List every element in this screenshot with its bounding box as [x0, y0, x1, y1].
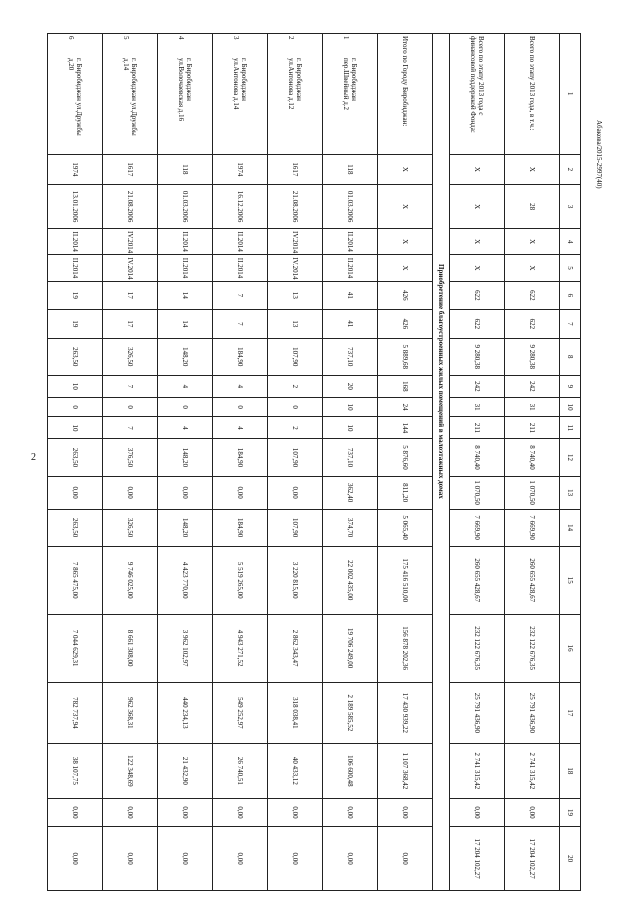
cell-col-16: 2 862 343,47	[268, 614, 323, 682]
cell-col-5: II.2014	[323, 255, 378, 281]
column-number: 9	[560, 375, 581, 397]
cell-col-17: 25 791 436,90	[505, 682, 560, 743]
cell-col-14: 184,90	[213, 509, 268, 546]
cell-col-10: 0	[48, 397, 103, 417]
cell-col-17: 549 252,97	[213, 682, 268, 743]
cell-col-8: 148,20	[158, 338, 213, 375]
cell-col-8: 5 889,68	[378, 338, 433, 375]
table-row	[158, 34, 213, 891]
cell-col-16: 3 962 102,97	[158, 614, 213, 682]
column-number: 12	[560, 439, 581, 476]
cell-col-13: 0,00	[213, 476, 268, 509]
cell-col-12: 5 876,60	[378, 439, 433, 476]
cell-col-4: X	[505, 229, 560, 255]
cell-col-19: 0,00	[323, 798, 378, 826]
cell-col-13: 811,20	[378, 476, 433, 509]
cell-col-11: 211	[450, 417, 505, 439]
page-number: 2	[31, 452, 36, 463]
cell-col-18: 21 432,90	[158, 744, 213, 799]
address: г. Биробиджан пер.Швейный д.2	[342, 58, 358, 111]
cell-col-7: 41	[323, 310, 378, 338]
cell-col-9: 242	[450, 375, 505, 397]
cell-col-19: 0,00	[158, 798, 213, 826]
cell-col-13: 0,00	[268, 476, 323, 509]
cell-col-15: 175 416 510,00	[378, 546, 433, 614]
column-number: 10	[560, 397, 581, 417]
cell-col-7: 426	[378, 310, 433, 338]
cell-col-5: II.2014	[213, 255, 268, 281]
cell-col-4: X	[378, 229, 433, 255]
column-number: 17	[560, 682, 581, 743]
cell-col-5: II.2014	[48, 255, 103, 281]
cell-col-18: 2 741 315,42	[505, 744, 560, 799]
cell-col-14: 326,50	[103, 509, 158, 546]
cell-col-15: 22 002 435,00	[323, 546, 378, 614]
cell-col-2: 1617	[268, 154, 323, 185]
cell-col-20: 17 204 102,27	[450, 827, 505, 891]
cell-col-13: 0,00	[158, 476, 213, 509]
cell-col-8: 9 280,38	[450, 338, 505, 375]
cell-col-12: 107,90	[268, 439, 323, 476]
cell-col-2: X	[505, 154, 560, 185]
cell-col-20: 0,00	[158, 827, 213, 891]
cell-col-19: 0,00	[103, 798, 158, 826]
total-row-label: Всего по этапу 2013 года с финансовой поддержкой Фонда:	[450, 34, 505, 155]
cell-col-5: IV.2014	[268, 255, 323, 281]
cell-col-15: 5 519 265,00	[213, 546, 268, 614]
cell-col-14: 107,90	[268, 509, 323, 546]
cell-col-14: 7 669,90	[505, 509, 560, 546]
cell-col-18: 1 107 368,42	[378, 744, 433, 799]
cell-col-3: 13.01.2006	[48, 185, 103, 229]
cell-col-5: X	[505, 255, 560, 281]
table-row	[505, 34, 560, 891]
total-row-label: Всего по этапу 2013 года, в т.ч.:	[505, 34, 560, 155]
table-row	[450, 34, 505, 891]
cell-col-19: 0,00	[268, 798, 323, 826]
cell-col-3: 01.03.2006	[158, 185, 213, 229]
cell-col-10: 10	[323, 397, 378, 417]
cell-col-7: 7	[213, 310, 268, 338]
cell-col-5: X	[378, 255, 433, 281]
cell-col-10: 0	[103, 397, 158, 417]
cell-col-11: 7	[103, 417, 158, 439]
address: г. Биробиджан ул.Антонова д.14	[232, 58, 248, 110]
cell-col-20: 0,00	[48, 827, 103, 891]
column-number: 7	[560, 310, 581, 338]
cell-col-5: X	[450, 255, 505, 281]
cell-col-8: 737,10	[323, 338, 378, 375]
cell-col-19: 0,00	[450, 798, 505, 826]
section-row	[433, 34, 450, 891]
cell-col-3: 16.12.2006	[213, 185, 268, 229]
cell-col-6: 19	[48, 281, 103, 309]
cell-col-10: 31	[450, 397, 505, 417]
column-number-row	[560, 34, 581, 891]
cell-col-20: 17 204 102,27	[505, 827, 560, 891]
cell-col-9: 168	[378, 375, 433, 397]
cell-col-10: 24	[378, 397, 433, 417]
cell-col-16: 156 878 202,36	[378, 614, 433, 682]
row-number: 5	[122, 36, 130, 40]
cell-col-18: 38 107,75	[48, 744, 103, 799]
address: г. Биробиджан ул.Дружбы д.14	[122, 58, 138, 136]
cell-col-19: 0,00	[48, 798, 103, 826]
cell-col-11: 211	[505, 417, 560, 439]
cell-col-13: 1 070,50	[505, 476, 560, 509]
table-row	[378, 34, 433, 891]
cell-col-17: 2 189 585,52	[323, 682, 378, 743]
cell-col-4: IV.2014	[268, 229, 323, 255]
cell-col-4: X	[450, 229, 505, 255]
cell-col-13: 362,40	[323, 476, 378, 509]
row-number: 4	[177, 36, 185, 40]
footer-code: Aбакова/2015-2997(40)	[595, 120, 603, 189]
cell-col-12: 376,50	[103, 439, 158, 476]
resettlement-table	[47, 33, 581, 891]
cell-col-8: 326,50	[103, 338, 158, 375]
cell-col-9: 20	[323, 375, 378, 397]
cell-col-7: 622	[505, 310, 560, 338]
cell-col-17: 318 038,41	[268, 682, 323, 743]
house-cell	[213, 34, 268, 155]
cell-col-15: 260 655 428,67	[505, 546, 560, 614]
column-number: 8	[560, 338, 581, 375]
cell-col-18: 40 433,12	[268, 744, 323, 799]
cell-col-9: 2	[268, 375, 323, 397]
cell-col-8: 107,90	[268, 338, 323, 375]
cell-col-15: 9 746 025,00	[103, 546, 158, 614]
cell-col-16: 232 122 676,35	[505, 614, 560, 682]
cell-col-6: 13	[268, 281, 323, 309]
cell-col-3: X	[378, 185, 433, 229]
cell-col-3: 21.08.2006	[268, 185, 323, 229]
cell-col-2: X	[450, 154, 505, 185]
column-number: 3	[560, 185, 581, 229]
cell-col-9: 4	[158, 375, 213, 397]
cell-col-18: 26 740,51	[213, 744, 268, 799]
cell-col-13: 0,00	[48, 476, 103, 509]
cell-col-2: 1974	[213, 154, 268, 185]
cell-col-17: 17 430 939,22	[378, 682, 433, 743]
column-number: 16	[560, 614, 581, 682]
cell-col-12: 737,10	[323, 439, 378, 476]
cell-col-11: 2	[268, 417, 323, 439]
cell-col-5: II.2014	[158, 255, 213, 281]
cell-col-20: 0,00	[268, 827, 323, 891]
column-number: 19	[560, 798, 581, 826]
cell-col-6: 14	[158, 281, 213, 309]
cell-col-8: 9 280,38	[505, 338, 560, 375]
cell-col-16: 232 122 676,35	[450, 614, 505, 682]
table-row	[48, 34, 103, 891]
cell-col-14: 263,50	[48, 509, 103, 546]
cell-col-14: 5 065,40	[378, 509, 433, 546]
row-number: 3	[232, 36, 240, 40]
cell-col-17: 782 737,94	[48, 682, 103, 743]
cell-col-7: 17	[103, 310, 158, 338]
column-number: 15	[560, 546, 581, 614]
cell-col-18: 122 348,69	[103, 744, 158, 799]
cell-col-2: 1617	[103, 154, 158, 185]
table-row	[213, 34, 268, 891]
cell-col-9: 4	[213, 375, 268, 397]
column-number: 1	[560, 34, 581, 155]
city-total-label: Итого по Городу Биробиджан:	[378, 34, 433, 155]
cell-col-18: 106 600,48	[323, 744, 378, 799]
cell-col-6: 41	[323, 281, 378, 309]
cell-col-17: 962 368,31	[103, 682, 158, 743]
cell-col-6: 17	[103, 281, 158, 309]
column-number: 5	[560, 255, 581, 281]
cell-col-4: II.2014	[323, 229, 378, 255]
house-cell	[158, 34, 213, 155]
column-number: 13	[560, 476, 581, 509]
table-row	[103, 34, 158, 891]
column-number: 14	[560, 509, 581, 546]
column-number: 11	[560, 417, 581, 439]
cell-col-20: 0,00	[323, 827, 378, 891]
cell-col-11: 144	[378, 417, 433, 439]
house-cell	[48, 34, 103, 155]
cell-col-15: 260 655 428,67	[450, 546, 505, 614]
cell-col-12: 8 740,40	[505, 439, 560, 476]
cell-col-5: IV.2014	[103, 255, 158, 281]
house-cell	[103, 34, 158, 155]
cell-col-10: 31	[505, 397, 560, 417]
cell-col-9: 242	[505, 375, 560, 397]
cell-col-4: IV.2014	[103, 229, 158, 255]
cell-col-20: 0,00	[213, 827, 268, 891]
cell-col-3: 28	[505, 185, 560, 229]
cell-col-12: 184,90	[213, 439, 268, 476]
house-cell	[323, 34, 378, 155]
column-number: 4	[560, 229, 581, 255]
cell-col-11: 10	[48, 417, 103, 439]
cell-col-12: 263,50	[48, 439, 103, 476]
cell-col-8: 184,90	[213, 338, 268, 375]
cell-col-4: II.2014	[213, 229, 268, 255]
cell-col-12: 148,20	[158, 439, 213, 476]
cell-col-10: 0	[158, 397, 213, 417]
cell-col-17: 440 234,13	[158, 682, 213, 743]
row-number: 2	[287, 36, 295, 40]
cell-col-3: 21.08.2006	[103, 185, 158, 229]
cell-col-10: 0	[268, 397, 323, 417]
cell-col-18: 2 741 315,42	[450, 744, 505, 799]
cell-col-9: 10	[48, 375, 103, 397]
row-number: 1	[342, 36, 350, 40]
cell-col-15: 7 865 475,00	[48, 546, 103, 614]
cell-col-9: 7	[103, 375, 158, 397]
cell-col-11: 4	[158, 417, 213, 439]
cell-col-20: 0,00	[103, 827, 158, 891]
column-number: 2	[560, 154, 581, 185]
cell-col-6: 7	[213, 281, 268, 309]
address: г. Биробиджан ул.Волочаевская д.16	[177, 58, 193, 122]
cell-col-2: X	[378, 154, 433, 185]
cell-col-14: 374,70	[323, 509, 378, 546]
cell-col-17: 25 791 436,90	[450, 682, 505, 743]
cell-col-7: 19	[48, 310, 103, 338]
cell-col-12: 8 740,40	[450, 439, 505, 476]
cell-col-14: 148,20	[158, 509, 213, 546]
cell-col-6: 426	[378, 281, 433, 309]
address: г. Биробиджан ул.Антонова д.12	[287, 58, 303, 110]
cell-col-11: 10	[323, 417, 378, 439]
column-number: 18	[560, 744, 581, 799]
cell-col-3: 01.03.2006	[323, 185, 378, 229]
cell-col-6: 622	[450, 281, 505, 309]
cell-col-13: 0,00	[103, 476, 158, 509]
cell-col-19: 0,00	[213, 798, 268, 826]
cell-col-2: 118	[158, 154, 213, 185]
cell-col-16: 7 044 629,31	[48, 614, 103, 682]
cell-col-16: 8 661 308,00	[103, 614, 158, 682]
cell-col-2: 1974	[48, 154, 103, 185]
cell-col-16: 4 943 271,52	[213, 614, 268, 682]
table-row	[323, 34, 378, 891]
cell-col-14: 7 669,90	[450, 509, 505, 546]
cell-col-4: II.2014	[158, 229, 213, 255]
cell-col-16: 19 706 249,00	[323, 614, 378, 682]
column-number: 20	[560, 827, 581, 891]
cell-col-15: 4 423 770,00	[158, 546, 213, 614]
cell-col-7: 622	[450, 310, 505, 338]
cell-col-20: 0,00	[378, 827, 433, 891]
cell-col-7: 14	[158, 310, 213, 338]
cell-col-11: 4	[213, 417, 268, 439]
cell-col-3: X	[450, 185, 505, 229]
column-number: 6	[560, 281, 581, 309]
cell-col-19: 0,00	[378, 798, 433, 826]
cell-col-4: II.2014	[48, 229, 103, 255]
table-row	[268, 34, 323, 891]
house-cell	[268, 34, 323, 155]
cell-col-8: 263,50	[48, 338, 103, 375]
cell-col-15: 3 220 815,00	[268, 546, 323, 614]
row-number: 6	[67, 36, 75, 40]
cell-col-10: 0	[213, 397, 268, 417]
cell-col-7: 13	[268, 310, 323, 338]
resettlement-table-container	[67, 33, 581, 891]
cell-col-2: 118	[323, 154, 378, 185]
section-title: Приобретение благоустроенных жилых помещений в малоэтажных домах	[433, 34, 450, 891]
cell-col-6: 622	[505, 281, 560, 309]
cell-col-13: 1 070,50	[450, 476, 505, 509]
cell-col-19: 0,00	[505, 798, 560, 826]
address: г. Биробиджан ул.Дружбы д.20	[67, 58, 83, 136]
